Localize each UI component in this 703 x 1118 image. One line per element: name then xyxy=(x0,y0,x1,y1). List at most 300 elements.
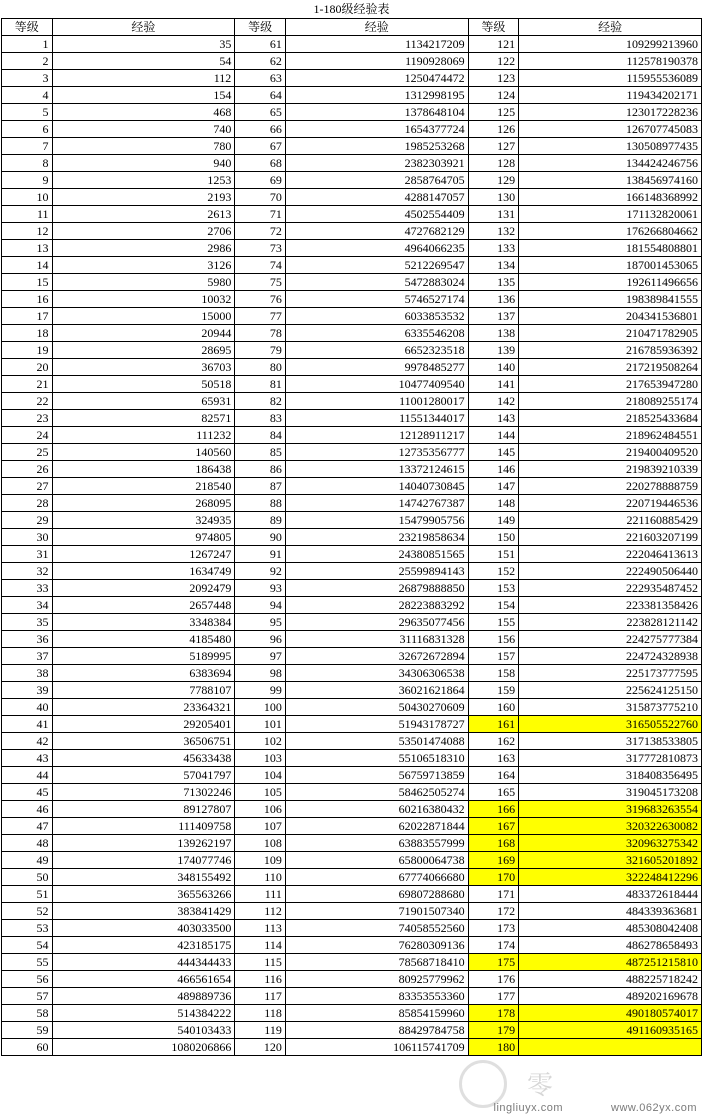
level-cell-3: 153 xyxy=(468,580,519,597)
table-row xyxy=(2,852,702,869)
level-cell-2: 117 xyxy=(235,988,286,1005)
level-cell-1: 12 xyxy=(2,223,53,240)
table-row xyxy=(2,291,702,308)
table-row xyxy=(2,393,702,410)
exp-cell-2: 56759713859 xyxy=(285,767,468,784)
level-cell-3: 122 xyxy=(468,53,519,70)
level-cell-3: 137 xyxy=(468,308,519,325)
level-cell-1: 27 xyxy=(2,478,53,495)
level-cell-2: 119 xyxy=(235,1022,286,1039)
table-row xyxy=(2,648,702,665)
exp-cell-3: 220278888759 xyxy=(519,478,702,495)
exp-cell-2: 74058552560 xyxy=(285,920,468,937)
table-row xyxy=(2,869,702,886)
level-cell-3: 179 xyxy=(468,1022,519,1039)
table-row xyxy=(2,512,702,529)
table-row xyxy=(2,682,702,699)
level-cell-1: 49 xyxy=(2,852,53,869)
exp-cell-2: 71901507340 xyxy=(285,903,468,920)
level-cell-3: 129 xyxy=(468,172,519,189)
level-cell-1: 52 xyxy=(2,903,53,920)
level-cell-2: 85 xyxy=(235,444,286,461)
level-cell-1: 41 xyxy=(2,716,53,733)
table-row xyxy=(2,461,702,478)
level-cell-2: 71 xyxy=(235,206,286,223)
exp-cell-2: 62022871844 xyxy=(285,818,468,835)
table-row xyxy=(2,155,702,172)
level-cell-1: 28 xyxy=(2,495,53,512)
level-cell-3: 150 xyxy=(468,529,519,546)
exp-cell-3: 216785936392 xyxy=(519,342,702,359)
level-cell-1: 13 xyxy=(2,240,53,257)
exp-cell-3: 489202169678 xyxy=(519,988,702,1005)
level-cell-2: 100 xyxy=(235,699,286,716)
level-cell-1: 57 xyxy=(2,988,53,1005)
exp-cell-1: 324935 xyxy=(52,512,235,529)
exp-cell-1: 740 xyxy=(52,121,235,138)
level-cell-2: 103 xyxy=(235,750,286,767)
exp-cell-2: 1312998195 xyxy=(285,87,468,104)
table-row xyxy=(2,223,702,240)
table-row xyxy=(2,257,702,274)
table-row xyxy=(2,70,702,87)
level-cell-1: 9 xyxy=(2,172,53,189)
level-cell-3: 143 xyxy=(468,410,519,427)
exp-cell-1: 2986 xyxy=(52,240,235,257)
exp-cell-1: 65931 xyxy=(52,393,235,410)
exp-cell-1: 111232 xyxy=(52,427,235,444)
level-cell-1: 59 xyxy=(2,1022,53,1039)
exp-cell-1: 1253 xyxy=(52,172,235,189)
exp-cell-1: 2092479 xyxy=(52,580,235,597)
level-cell-3: 148 xyxy=(468,495,519,512)
level-cell-2: 88 xyxy=(235,495,286,512)
level-cell-1: 7 xyxy=(2,138,53,155)
level-cell-2: 91 xyxy=(235,546,286,563)
table-row xyxy=(2,716,702,733)
exp-cell-3: 220719446536 xyxy=(519,495,702,512)
level-cell-1: 20 xyxy=(2,359,53,376)
exp-cell-3: 222935487452 xyxy=(519,580,702,597)
level-cell-2: 81 xyxy=(235,376,286,393)
level-cell-2: 105 xyxy=(235,784,286,801)
level-cell-3: 140 xyxy=(468,359,519,376)
level-cell-1: 8 xyxy=(2,155,53,172)
exp-cell-3: 192611496656 xyxy=(519,274,702,291)
exp-cell-2: 1134217209 xyxy=(285,36,468,53)
level-cell-3: 164 xyxy=(468,767,519,784)
level-cell-3: 125 xyxy=(468,104,519,121)
exp-cell-1: 466561654 xyxy=(52,971,235,988)
level-cell-1: 38 xyxy=(2,665,53,682)
level-cell-1: 32 xyxy=(2,563,53,580)
exp-cell-1: 3348384 xyxy=(52,614,235,631)
level-cell-2: 111 xyxy=(235,886,286,903)
exp-cell-3: 221160885429 xyxy=(519,512,702,529)
level-cell-2: 73 xyxy=(235,240,286,257)
level-cell-3: 141 xyxy=(468,376,519,393)
exp-cell-2: 11001280017 xyxy=(285,393,468,410)
level-cell-2: 112 xyxy=(235,903,286,920)
table-row xyxy=(2,529,702,546)
level-cell-3: 131 xyxy=(468,206,519,223)
exp-cell-2: 5212269547 xyxy=(285,257,468,274)
table-row xyxy=(2,954,702,971)
level-cell-2: 78 xyxy=(235,325,286,342)
table-row xyxy=(2,427,702,444)
level-cell-3: 134 xyxy=(468,257,519,274)
exp-cell-1: 1267247 xyxy=(52,546,235,563)
table-row xyxy=(2,835,702,852)
exp-cell-1: 348155492 xyxy=(52,869,235,886)
table-row xyxy=(2,478,702,495)
level-cell-2: 64 xyxy=(235,87,286,104)
exp-cell-3: 123017228236 xyxy=(519,104,702,121)
level-cell-3: 171 xyxy=(468,886,519,903)
level-cell-1: 19 xyxy=(2,342,53,359)
exp-cell-1: 5980 xyxy=(52,274,235,291)
exp-cell-1: 7788107 xyxy=(52,682,235,699)
exp-cell-3: 219400409520 xyxy=(519,444,702,461)
level-cell-2: 98 xyxy=(235,665,286,682)
exp-cell-2: 9978485277 xyxy=(285,359,468,376)
table-row xyxy=(2,563,702,580)
exp-cell-3: 321605201892 xyxy=(519,852,702,869)
level-cell-3: 174 xyxy=(468,937,519,954)
level-cell-2: 95 xyxy=(235,614,286,631)
watermark-site-left: lingliuyx.com xyxy=(493,1102,563,1114)
level-cell-1: 51 xyxy=(2,886,53,903)
level-cell-1: 39 xyxy=(2,682,53,699)
level-cell-3: 175 xyxy=(468,954,519,971)
level-cell-2: 83 xyxy=(235,410,286,427)
exp-cell-3: 204341536801 xyxy=(519,308,702,325)
level-cell-2: 93 xyxy=(235,580,286,597)
column-header-level-2: 等级 xyxy=(235,19,286,36)
level-cell-2: 114 xyxy=(235,937,286,954)
level-cell-2: 82 xyxy=(235,393,286,410)
table-row xyxy=(2,665,702,682)
exp-cell-2: 4964066235 xyxy=(285,240,468,257)
level-cell-3: 144 xyxy=(468,427,519,444)
level-cell-2: 106 xyxy=(235,801,286,818)
exp-cell-1: 20944 xyxy=(52,325,235,342)
exp-cell-3: 218962484551 xyxy=(519,427,702,444)
table-row xyxy=(2,444,702,461)
exp-cell-3: 218089255174 xyxy=(519,393,702,410)
level-cell-2: 86 xyxy=(235,461,286,478)
exp-cell-3: 222490506440 xyxy=(519,563,702,580)
level-cell-3: 121 xyxy=(468,36,519,53)
exp-cell-2: 14742767387 xyxy=(285,495,468,512)
exp-cell-1: 2657448 xyxy=(52,597,235,614)
level-cell-3: 138 xyxy=(468,325,519,342)
level-cell-2: 79 xyxy=(235,342,286,359)
level-cell-3: 173 xyxy=(468,920,519,937)
level-cell-1: 25 xyxy=(2,444,53,461)
exp-cell-3: 223381358426 xyxy=(519,597,702,614)
exp-cell-2: 11551344017 xyxy=(285,410,468,427)
table-row xyxy=(2,1039,702,1056)
level-cell-3: 160 xyxy=(468,699,519,716)
exp-cell-1: 403033500 xyxy=(52,920,235,937)
exp-cell-2: 78568718410 xyxy=(285,954,468,971)
exp-cell-3: 487251215810 xyxy=(519,954,702,971)
exp-cell-2: 60216380432 xyxy=(285,801,468,818)
table-row xyxy=(2,886,702,903)
level-cell-1: 22 xyxy=(2,393,53,410)
exp-cell-3: 222046413613 xyxy=(519,546,702,563)
exp-cell-1: 45633438 xyxy=(52,750,235,767)
exp-cell-1: 468 xyxy=(52,104,235,121)
exp-cell-3: 166148368992 xyxy=(519,189,702,206)
exp-cell-2: 4727682129 xyxy=(285,223,468,240)
exp-cell-3: 224275777384 xyxy=(519,631,702,648)
level-cell-3: 165 xyxy=(468,784,519,801)
exp-cell-2: 55106518310 xyxy=(285,750,468,767)
exp-cell-2: 31116831328 xyxy=(285,631,468,648)
exp-cell-3: 130508977435 xyxy=(519,138,702,155)
exp-cell-2: 26879888850 xyxy=(285,580,468,597)
level-cell-1: 14 xyxy=(2,257,53,274)
exp-cell-1: 29205401 xyxy=(52,716,235,733)
exp-cell-1: 112 xyxy=(52,70,235,87)
level-cell-3: 170 xyxy=(468,869,519,886)
level-cell-3: 172 xyxy=(468,903,519,920)
exp-cell-2: 2382303921 xyxy=(285,155,468,172)
level-cell-1: 26 xyxy=(2,461,53,478)
level-cell-2: 89 xyxy=(235,512,286,529)
level-cell-3: 158 xyxy=(468,665,519,682)
table-row xyxy=(2,342,702,359)
level-cell-2: 108 xyxy=(235,835,286,852)
exp-cell-2: 1250474472 xyxy=(285,70,468,87)
level-cell-2: 65 xyxy=(235,104,286,121)
exp-cell-1: 1080206866 xyxy=(52,1039,235,1056)
level-cell-3: 167 xyxy=(468,818,519,835)
exp-cell-2: 29635077456 xyxy=(285,614,468,631)
level-cell-3: 130 xyxy=(468,189,519,206)
exp-cell-2: 76280309136 xyxy=(285,937,468,954)
level-cell-1: 5 xyxy=(2,104,53,121)
level-cell-2: 84 xyxy=(235,427,286,444)
level-cell-1: 30 xyxy=(2,529,53,546)
exp-cell-2: 15479905756 xyxy=(285,512,468,529)
exp-cell-3: 225173777595 xyxy=(519,665,702,682)
exp-cell-1: 35 xyxy=(52,36,235,53)
exp-cell-2: 4288147057 xyxy=(285,189,468,206)
exp-cell-1: 5189995 xyxy=(52,648,235,665)
table-row xyxy=(2,903,702,920)
exp-cell-3: 320963275342 xyxy=(519,835,702,852)
exp-cell-1: 57041797 xyxy=(52,767,235,784)
table-row xyxy=(2,580,702,597)
exp-cell-2: 85854159960 xyxy=(285,1005,468,1022)
exp-cell-3: 317772810873 xyxy=(519,750,702,767)
exp-cell-3: 112578190378 xyxy=(519,53,702,70)
level-cell-2: 62 xyxy=(235,53,286,70)
level-cell-1: 33 xyxy=(2,580,53,597)
level-cell-1: 44 xyxy=(2,767,53,784)
level-cell-2: 94 xyxy=(235,597,286,614)
exp-cell-1: 186438 xyxy=(52,461,235,478)
level-cell-1: 35 xyxy=(2,614,53,631)
exp-cell-2: 24380851565 xyxy=(285,546,468,563)
exp-cell-3: 219839210339 xyxy=(519,461,702,478)
level-cell-1: 46 xyxy=(2,801,53,818)
level-cell-3: 133 xyxy=(468,240,519,257)
exp-cell-1: 974805 xyxy=(52,529,235,546)
exp-cell-1: 154 xyxy=(52,87,235,104)
exp-cell-3: 198389841555 xyxy=(519,291,702,308)
level-cell-2: 99 xyxy=(235,682,286,699)
exp-cell-1: 15000 xyxy=(52,308,235,325)
level-cell-3: 142 xyxy=(468,393,519,410)
exp-cell-1: 780 xyxy=(52,138,235,155)
level-cell-3: 145 xyxy=(468,444,519,461)
exp-cell-2: 51943178727 xyxy=(285,716,468,733)
exp-cell-3: 126707745083 xyxy=(519,121,702,138)
level-cell-2: 101 xyxy=(235,716,286,733)
exp-cell-1: 365563266 xyxy=(52,886,235,903)
level-cell-3: 151 xyxy=(468,546,519,563)
exp-cell-1: 940 xyxy=(52,155,235,172)
watermark-site-right: www.062yx.com xyxy=(611,1102,697,1114)
exp-cell-1: 1634749 xyxy=(52,563,235,580)
level-cell-2: 77 xyxy=(235,308,286,325)
level-cell-2: 97 xyxy=(235,648,286,665)
level-cell-1: 6 xyxy=(2,121,53,138)
level-cell-1: 37 xyxy=(2,648,53,665)
level-cell-2: 115 xyxy=(235,954,286,971)
exp-cell-2: 83353553360 xyxy=(285,988,468,1005)
level-cell-3: 169 xyxy=(468,852,519,869)
exp-cell-3: 221603207199 xyxy=(519,529,702,546)
table-row xyxy=(2,189,702,206)
level-cell-3: 124 xyxy=(468,87,519,104)
exp-cell-3: 217653947280 xyxy=(519,376,702,393)
exp-cell-2: 36021621864 xyxy=(285,682,468,699)
exp-cell-3: 217219508264 xyxy=(519,359,702,376)
level-cell-2: 120 xyxy=(235,1039,286,1056)
exp-cell-3: 115955536089 xyxy=(519,70,702,87)
level-cell-3: 159 xyxy=(468,682,519,699)
level-cell-3: 176 xyxy=(468,971,519,988)
level-cell-2: 67 xyxy=(235,138,286,155)
table-row xyxy=(2,971,702,988)
level-cell-2: 63 xyxy=(235,70,286,87)
level-cell-2: 75 xyxy=(235,274,286,291)
level-cell-2: 61 xyxy=(235,36,286,53)
level-cell-2: 68 xyxy=(235,155,286,172)
level-cell-2: 102 xyxy=(235,733,286,750)
level-cell-2: 116 xyxy=(235,971,286,988)
exp-cell-3: 210471782905 xyxy=(519,325,702,342)
level-cell-1: 29 xyxy=(2,512,53,529)
exp-cell-3: 322248412296 xyxy=(519,869,702,886)
table-row xyxy=(2,767,702,784)
exp-cell-1: 423185175 xyxy=(52,937,235,954)
table-row xyxy=(2,138,702,155)
exp-cell-2: 65800064738 xyxy=(285,852,468,869)
exp-cell-3: 317138533805 xyxy=(519,733,702,750)
exp-cell-1: 444344433 xyxy=(52,954,235,971)
level-cell-3: 132 xyxy=(468,223,519,240)
level-cell-3: 162 xyxy=(468,733,519,750)
level-cell-1: 3 xyxy=(2,70,53,87)
exp-cell-2: 28223883292 xyxy=(285,597,468,614)
exp-cell-2: 1654377724 xyxy=(285,121,468,138)
watermark-ring-icon xyxy=(459,1060,507,1108)
level-cell-1: 18 xyxy=(2,325,53,342)
level-cell-2: 104 xyxy=(235,767,286,784)
level-cell-2: 70 xyxy=(235,189,286,206)
level-cell-3: 178 xyxy=(468,1005,519,1022)
exp-cell-1: 2613 xyxy=(52,206,235,223)
exp-cell-3: 109299213960 xyxy=(519,36,702,53)
level-cell-3: 154 xyxy=(468,597,519,614)
exp-cell-2: 50430270609 xyxy=(285,699,468,716)
level-cell-1: 47 xyxy=(2,818,53,835)
table-row xyxy=(2,1022,702,1039)
level-cell-3: 136 xyxy=(468,291,519,308)
level-cell-3: 177 xyxy=(468,988,519,1005)
exp-cell-1: 514384222 xyxy=(52,1005,235,1022)
exp-cell-1: 71302246 xyxy=(52,784,235,801)
exp-cell-1: 50518 xyxy=(52,376,235,393)
exp-cell-3: 223828121142 xyxy=(519,614,702,631)
exp-cell-2: 88429784758 xyxy=(285,1022,468,1039)
exp-cell-2: 6652323518 xyxy=(285,342,468,359)
table-row xyxy=(2,733,702,750)
exp-cell-1: 36506751 xyxy=(52,733,235,750)
table-row xyxy=(2,614,702,631)
level-cell-3: 161 xyxy=(468,716,519,733)
exp-cell-2: 80925779962 xyxy=(285,971,468,988)
exp-cell-2: 58462505274 xyxy=(285,784,468,801)
level-cell-1: 43 xyxy=(2,750,53,767)
level-cell-1: 23 xyxy=(2,410,53,427)
level-cell-1: 34 xyxy=(2,597,53,614)
exp-cell-2: 53501474088 xyxy=(285,733,468,750)
level-cell-1: 10 xyxy=(2,189,53,206)
level-cell-1: 40 xyxy=(2,699,53,716)
exp-cell-1: 489889736 xyxy=(52,988,235,1005)
exp-cell-3: 218525433684 xyxy=(519,410,702,427)
level-cell-1: 16 xyxy=(2,291,53,308)
exp-cell-1: 3126 xyxy=(52,257,235,274)
exp-cell-3: 319045173208 xyxy=(519,784,702,801)
table-row xyxy=(2,121,702,138)
exp-cell-1: 268095 xyxy=(52,495,235,512)
level-cell-3: 146 xyxy=(468,461,519,478)
table-row xyxy=(2,920,702,937)
level-cell-3: 139 xyxy=(468,342,519,359)
exp-cell-2: 67774066680 xyxy=(285,869,468,886)
level-cell-3: 127 xyxy=(468,138,519,155)
table-row xyxy=(2,359,702,376)
exp-cell-3: 134424246756 xyxy=(519,155,702,172)
level-cell-3: 126 xyxy=(468,121,519,138)
column-header-exp-3: 经验 xyxy=(519,19,702,36)
table-row xyxy=(2,376,702,393)
exp-cell-2: 2858764705 xyxy=(285,172,468,189)
exp-cell-1: 89127807 xyxy=(52,801,235,818)
table-row xyxy=(2,410,702,427)
exp-cell-2: 63883557999 xyxy=(285,835,468,852)
level-cell-2: 110 xyxy=(235,869,286,886)
table-row xyxy=(2,87,702,104)
